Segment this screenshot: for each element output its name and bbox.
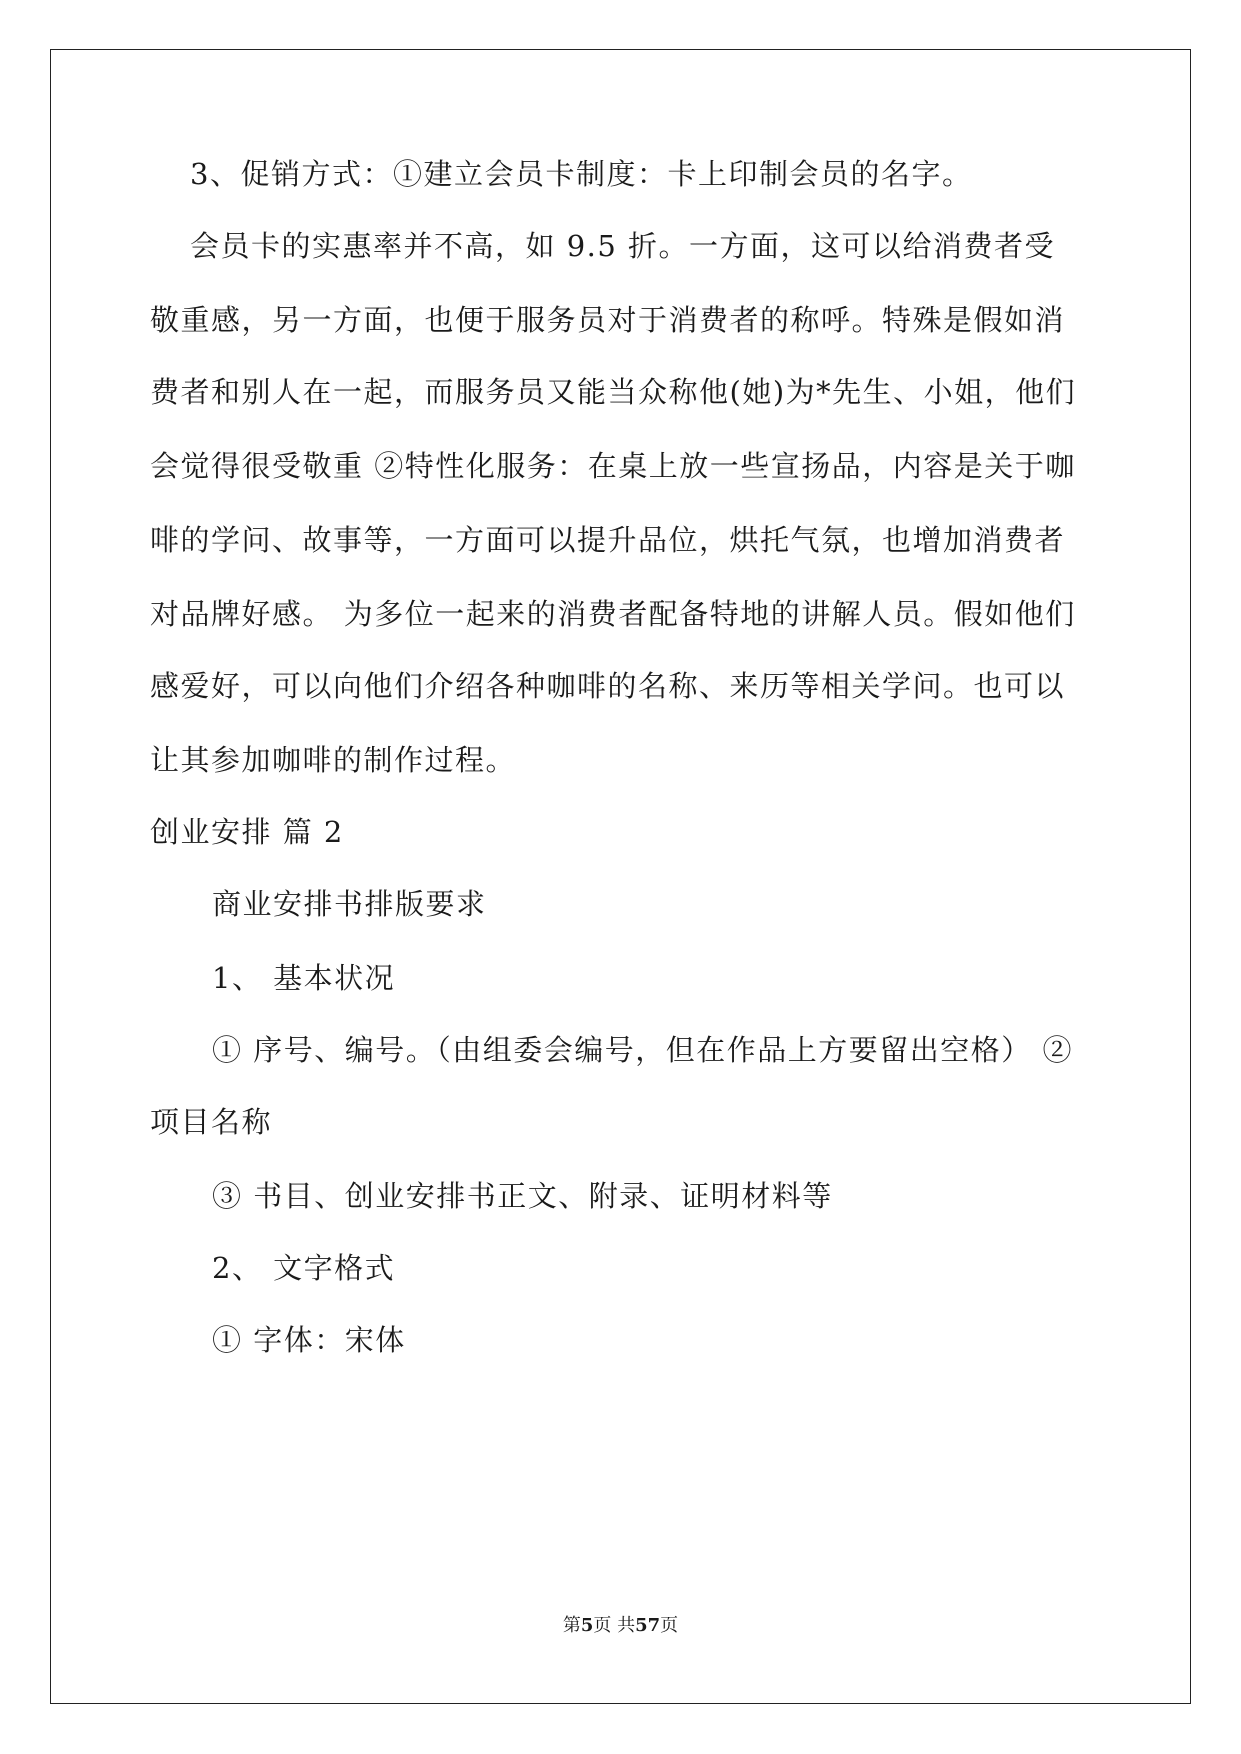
footer-mid: 页 共 [593, 1615, 636, 1636]
footer-total-pages: 57 [635, 1615, 661, 1636]
member-card-line-6: 对品牌好感。 为多位一起来的消费者配备特地的讲解人员。假如他们 [150, 597, 1076, 631]
member-card-line-1: 会员卡的实惠率并不高，如 9.5 折。一方面，这可以给消费者受 [190, 229, 1056, 263]
member-card-line-8: 让其参加咖啡的制作过程。 [150, 743, 517, 777]
member-card-line-5: 啡的学问、故事等，一方面可以提升品位，烘托气氛，也增加消费者 [150, 523, 1066, 557]
promotion-heading-line: 3、促销方式：①建立会员卡制度：卡上印制会员的名字。 [190, 157, 973, 191]
footer-prefix: 第 [562, 1615, 581, 1636]
member-card-line-2: 敬重感，另一方面，也便于服务员对于消费者的称呼。特殊是假如消 [150, 303, 1066, 337]
page-footer [0, 1614, 1241, 1638]
contents-line: ③ 书目、创业安排书正文、附录、证明材料等 [212, 1179, 833, 1213]
font-line: ① 字体：宋体 [212, 1323, 406, 1357]
page-border [50, 49, 1191, 1704]
footer-suffix: 页 [660, 1615, 679, 1636]
basic-info-heading: 1、 基本状况 [212, 961, 396, 995]
text-format-heading: 2、 文字格式 [212, 1251, 396, 1285]
footer-page-number: 5 [580, 1615, 594, 1636]
member-card-line-4: 会觉得很受敬重 ②特性化服务：在桌上放一些宣扬品，内容是关于咖 [150, 449, 1076, 483]
member-card-line-7: 感爱好，可以向他们介绍各种咖啡的名称、来历等相关学问。也可以 [150, 669, 1066, 703]
business-plan-title: 商业安排书排版要求 [212, 887, 487, 921]
project-name-line: 项目名称 [150, 1105, 273, 1139]
member-card-line-3: 费者和别人在一起，而服务员又能当众称他(她)为*先生、小姐，他们 [150, 375, 1077, 409]
serial-number-line: ① 序号、编号。（由组委会编号，但在作品上方要留出空格） ② [212, 1033, 1073, 1067]
section-heading: 创业安排 篇 2 [150, 815, 344, 849]
